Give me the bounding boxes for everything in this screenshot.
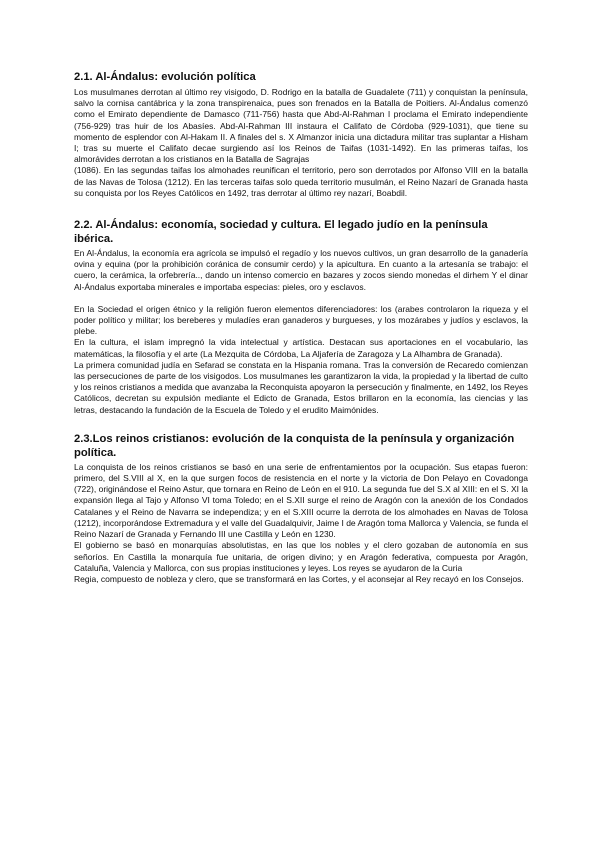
paragraph: En la Sociedad el origen étnico y la religión fueron elementos diferenciadores: los (arabes controlaron la riqueza y el poder político y militar; los bereberes y muladíes eran ganaderos y burgueses, y los mozárabes y judíos y esclavos, la plebe.: [74, 303, 528, 337]
section-title: 2.2. Al-Ándalus: economía, sociedad y cultura. El legado judío en la península ibérica.: [74, 219, 488, 246]
paragraph: Los musulmanes derrotan al último rey visigodo, D. Rodrigo en la batalla de Guadalete (711) y conquistan la península, salvo la cornisa cantábrica y la zona transpirenaica, pues son frenados en la Batalla de Poitiers. Al-Ándalus comenzó como el Emirato dependiente de Damasco (711-756) hasta que Abd-Al-Rahman I proclama el Emirato independiente (756-929) tras huir de los Abasíes. Abd-Al-Rahman III instaura el Califato de Córdoba (929-1031), que tiene su momento de esplendor con Al-Hakam II. A finales del s. X Almanzor inicia una dictadura militar tras suplantar a Hisham I; tras su muerte el Califato decae surgiendo así los Reinos de Taifas (1031-1492). En las primeras taifas, los almorávides derrotan a los cristianos en la Batalla de Sagrajas: [74, 87, 528, 165]
paragraph: (1086). En las segundas taifas los almohades reunifican el territorio, pero son derrotados por Alfonso VIII en la batalla de las Navas de Tolosa (1212). En las terceras taifas solo queda territorio musulmán, el Reino Nazarí de Granada hasta su conquista por los Reyes Católicos en 1492, tras derrotar al último rey nazarí, Boabdil.: [74, 165, 528, 198]
paragraph: En la cultura, el islam impregnó la vida intelectual y artística. Destacan sus aportaciones en el vocabulario, las matemáticas, la filosofía y el arte (La Mezquita de Córdoba, La Aljafería de Zaragoza y La Alhambra de Granada).: [74, 337, 528, 359]
paragraph-spacer: [74, 293, 528, 304]
section-al-andalus-politica: [74, 70, 528, 199]
section-title: 2.1. Al-Ándalus: evolución política: [74, 71, 256, 83]
paragraph: El gobierno se basó en monarquías absolutistas, en las que los nobles y el clero gozaban de autonomía en sus señoríos. En Castilla la monarquía fue unitaria, de origen divino; y en Aragón federativa, compuesta por Aragón, Cataluña, Valencia y Mallorca, con sus propias instituciones y leyes. Los reyes se ayudaron de la Curia: [74, 540, 528, 573]
paragraph: La conquista de los reinos cristianos se basó en una serie de enfrentamientos por la ocupación. Sus etapas fueron: primero, del S.VIII al X, en la que surgen focos de resistencia en el norte y la victoria de Don Pelayo en Covadonga (722), originándose el Reino Astur, que tornara en Reino de León en el 910. La segunda fue del S.X al XIII: en el S. XI la expansión llega al Tajo y Alfonso VI toma Toledo; en el S.XII surge el reino de Aragón con la anexión de los Condados Catalanes y el Reino de Navarra se independiza; y en el S.XIII ocurre la derrota de los almohades en Navas de Tolosa (1212), incorporándose Extremadura y el valle del Guadalquivir, Jaime I de Aragón toma Mallorca y Valencia, se funda el Reino Nazarí de Granada y Fernando III une Castilla y León en 1230.: [74, 461, 528, 540]
section-title: 2.3.Los reinos cristianos: evolución de la conquista de la península y organización política.: [74, 432, 515, 459]
paragraph: En Al-Ándalus, la economía era agrícola se impulsó el regadío y los nuevos cultivos, un gran desarrollo de la ganadería ovina y equina (por la prohibición coránica de consumir cerdo) y la apicultura. En cuanto a la artesanía se trabajo: el cuero, la cerámica, la orfebrería.., dando un intenso comercio en bazares y zocos siendo monedas el dirhem Y el dinar Al-Ándalus exportaba minerales e importaba especias: pieles, oro y esclavos.: [74, 248, 528, 292]
paragraph: La primera comunidad judía en Sefarad se constata en la Hispania romana. Tras la conversión de Recaredo comienzan las persecuciones de parte de los visigodos. Los musulmanes les garantizaron la vida, la propiedad y la libertad de culto y los reinos cristianos a medida que avanzaba la Reconquista apoyaron la persecución y finalmente, en 1492, los Reyes Católicos, decretan su expulsión mediante el Edicto de Granada, Estos brillaron en la economía, las ciencias y las letras, destacando la fundación de la Escuela de Toledo y el erudito Maimónides.: [74, 359, 528, 415]
section-reinos-cristianos: [74, 432, 528, 585]
section-al-andalus-economia: [74, 218, 528, 416]
paragraph: Regia, compuesto de nobleza y clero, que se transformará en las Cortes, y el aconsejar al Rey recayó en los Consejos.: [74, 573, 524, 584]
document-page: [74, 70, 528, 585]
